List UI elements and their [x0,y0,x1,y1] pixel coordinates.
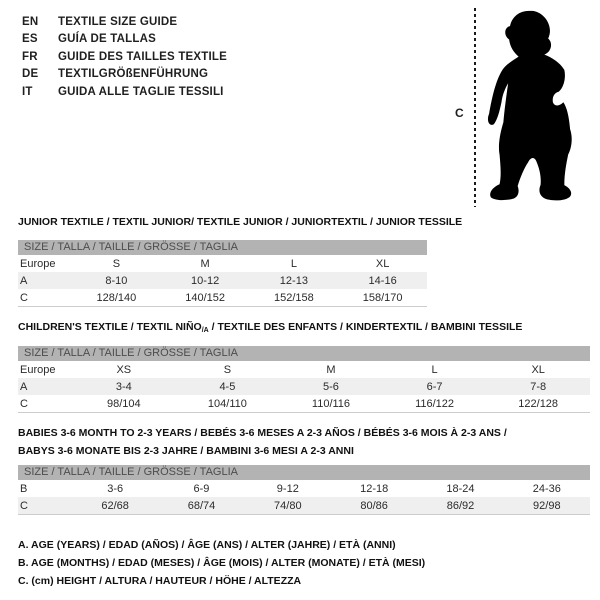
footnote-a: A. AGE (YEARS) / EDAD (AÑOS) / ÂGE (ANS) / ALTER (JAHRE) / ETÀ (ANNI) [18,539,396,551]
table-cell: M [200,257,210,270]
babies-size-header: SIZE / TALLA / TAILLE / GRÖSSE / TAGLIA [18,465,590,480]
table-cell: 110/116 [311,397,351,410]
row-label: Europe [20,363,56,376]
section-junior [18,216,463,307]
table-cell: 158/170 [362,291,403,304]
lang-code: DE [22,68,39,81]
row-label: A [20,380,28,393]
children-title-sub: /A [201,327,209,334]
table-cell: M [326,363,336,376]
junior-row-c [18,289,427,307]
table-cell: 4-5 [219,380,236,393]
table-cell: 80/86 [360,499,388,512]
section-babies [18,424,590,515]
lang-code: ES [22,33,38,46]
table-cell: 10-12 [191,274,220,287]
lang-row-en [22,13,227,31]
children-title-post: / TEXTILE DES ENFANTS / KINDERTEXTIL / BAMBINI TESSILE [208,321,523,333]
height-measure-line [474,8,476,207]
table-cell: 104/110 [207,397,247,410]
table-cell: 6-9 [193,482,210,495]
lang-row-es [22,31,227,49]
lang-label: TEXTILE SIZE GUIDE [58,15,178,28]
junior-size-header: SIZE / TALLA / TAILLE / GRÖSSE / TAGLIA [18,240,427,255]
children-europe-row [18,361,590,378]
height-measure-label: C [455,106,464,120]
table-cell: 24-36 [532,482,561,495]
babies-title [18,424,590,460]
table-cell: 128/140 [96,291,137,304]
row-label: B [20,482,28,495]
table-cell: XS [116,363,132,376]
table-cell: XL [531,363,545,376]
table-cell: 152/158 [273,291,314,304]
table-cell: 7-8 [530,380,547,393]
footnote-c: C. (cm) HEIGHT / ALTURA / HAUTEUR / HÖHE / ALTEZZA [18,575,302,587]
language-list [22,13,227,101]
lang-row-de [22,66,227,84]
lang-row-fr [22,48,227,66]
table-cell: 18-24 [446,482,475,495]
baby-silhouette-icon [483,8,579,208]
lang-label: GUIDE DES TAILLES TEXTILE [58,50,227,63]
junior-title: JUNIOR TEXTILE / TEXTIL JUNIOR/ TEXTILE JUNIOR / JUNIORTEXTIL / JUNIOR TESSILE [18,216,463,228]
table-cell: 12-18 [360,482,389,495]
table-cell: 116/122 [415,397,455,410]
section-children [18,321,590,413]
table-cell: 92/98 [533,499,561,512]
table-cell: 12-13 [279,274,308,287]
children-row-c [18,395,590,413]
children-row-a [18,378,590,395]
table-cell: 9-12 [276,482,299,495]
table-cell: L [290,257,297,270]
table-cell: L [431,363,438,376]
lang-code: FR [22,50,38,63]
table-cell: 140/152 [185,291,225,304]
footnotes [18,536,425,590]
children-title-pre: CHILDREN'S TEXTILE / TEXTIL NIÑO [18,321,202,333]
table-cell: 8-10 [105,274,128,287]
table-cell: 98/104 [106,397,141,410]
table-cell: S [112,257,121,270]
table-cell: 122/128 [518,397,559,410]
table-cell: XL [375,257,390,270]
table-cell: 3-6 [107,482,124,495]
lang-label: GUÍA DE TALLAS [58,33,156,46]
table-cell: S [223,363,232,376]
table-cell: 6-7 [426,380,443,393]
table-cell: 3-4 [115,380,132,393]
children-title [18,321,590,334]
row-label: C [20,291,28,304]
babies-title-line1: BABIES 3-6 MONTH TO 2-3 YEARS / BEBÉS 3-6 MESES A 2-3 AÑOS / BÉBÉS 3-6 MOIS À 2-3 ANS / [18,427,507,439]
children-size-header: SIZE / TALLA / TAILLE / GRÖSSE / TAGLIA [18,346,590,361]
row-label: C [20,499,28,512]
lang-code: EN [22,15,39,28]
babies-row-c [18,497,590,515]
table-cell: 14-16 [368,274,397,287]
lang-code: IT [22,85,33,98]
junior-europe-row [18,255,427,272]
row-label: C [20,397,28,410]
table-cell: 74/80 [274,499,302,512]
table-cell: 86/92 [446,499,475,512]
table-cell: 5-6 [323,380,339,393]
table-cell: 68/74 [187,499,216,512]
table-cell: 62/68 [101,499,129,512]
babies-title-line2: BABYS 3-6 MONATE BIS 2-3 JAHRE / BAMBINI 3-6 MESI A 2-3 ANNI [18,445,354,457]
lang-label: TEXTILGRÖßENFÜHRUNG [58,68,209,81]
row-label: Europe [20,257,56,270]
footnote-b: B. AGE (MONTHS) / EDAD (MESES) / ÂGE (MOIS) / ALTER (MONATE) / ETÀ (MESI) [18,557,426,569]
lang-row-it [22,83,227,101]
babies-row-b [18,480,590,497]
row-label: A [20,274,28,287]
junior-row-a [18,272,427,289]
lang-label: GUIDA ALLE TAGLIE TESSILI [58,85,224,98]
